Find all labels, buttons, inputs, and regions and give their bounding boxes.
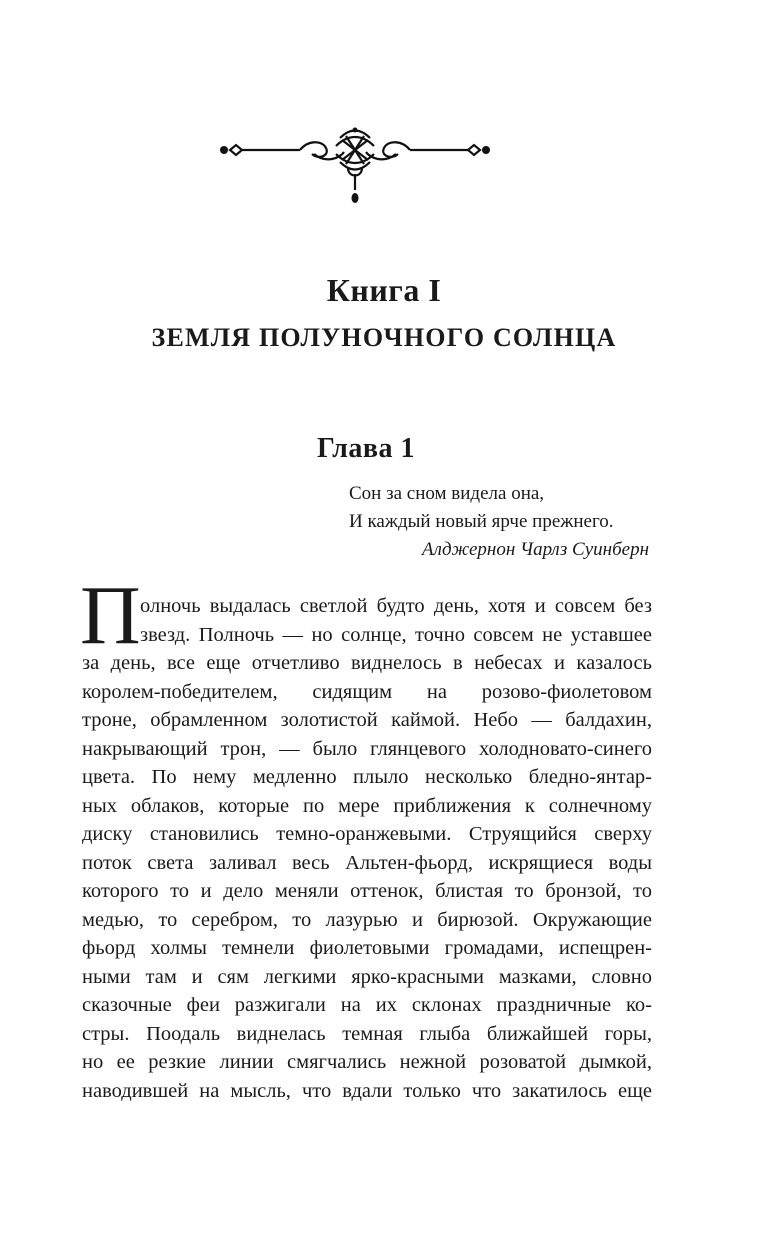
text-line: медью, то серебром, то лазурью и бирюзой. Окружающие [82, 908, 652, 931]
book-title: Книга I [326, 272, 442, 308]
epigraph-author: Алджернон Чарлз Суинберн [422, 539, 649, 560]
text-line: цвета. По нему медленно плыло несколько бледно-янтар- [82, 766, 652, 788]
epigraph [349, 480, 649, 564]
text-line: фьорд холмы темнели фиолетовыми громадами, испещрен- [82, 937, 652, 959]
epigraph-line: И каждый новый ярче прежнего. [349, 511, 614, 532]
text-line: стры. Поодаль виднелась темная глыба ближайшей горы, [82, 1022, 652, 1045]
text-line: королем-победителем, сидящим на розово-фиолетовом [82, 680, 652, 703]
text-line: троне, обрамленном золотистой каймой. Небо — балдахин, [82, 709, 652, 731]
drop-cap: П [80, 569, 141, 662]
text-line: ными там и сям легкими ярко-красными мазками, словно [82, 965, 652, 988]
text-line: звезд. Полночь — но солнце, точно совсем не уставшее [140, 623, 652, 646]
epigraph-line: Сон за сном видела она, [349, 483, 545, 504]
body-text [82, 592, 652, 1105]
text-line: накрывающий трон, — было глянцевого холодновато-синего [82, 737, 652, 760]
text-line: сказочные феи разжигали на их склонах праздничные ко- [82, 994, 652, 1016]
text-line: наводившей на мысль, что вдали только что закатилось еще [82, 1079, 652, 1102]
text-line: ных облаков, которые по мере приближения к солнечному [82, 794, 652, 817]
text-line: олночь выдалась светлой будто день, хотя и совсем без [140, 595, 652, 617]
text-line: поток света заливал весь Альтен-фьорд, искрящиеся воды [82, 851, 652, 874]
book-subtitle: ЗЕМЛЯ ПОЛУНОЧНОГО СОЛНЦА [151, 323, 617, 352]
text-line: диску становились темно-оранжевыми. Струящийся сверху [82, 823, 652, 845]
text-line: но ее резкие линии смягчались нежной розоватой дымкой, [82, 1051, 652, 1073]
text-line: за день, все еще отчетливо виднелось в небесах и казалось [82, 652, 652, 674]
text-line: которого то и дело меняли оттенок, блистая то бронзой, то [82, 880, 652, 902]
chapter-title: Глава 1 [317, 433, 415, 464]
chapter-ornament [200, 118, 510, 218]
